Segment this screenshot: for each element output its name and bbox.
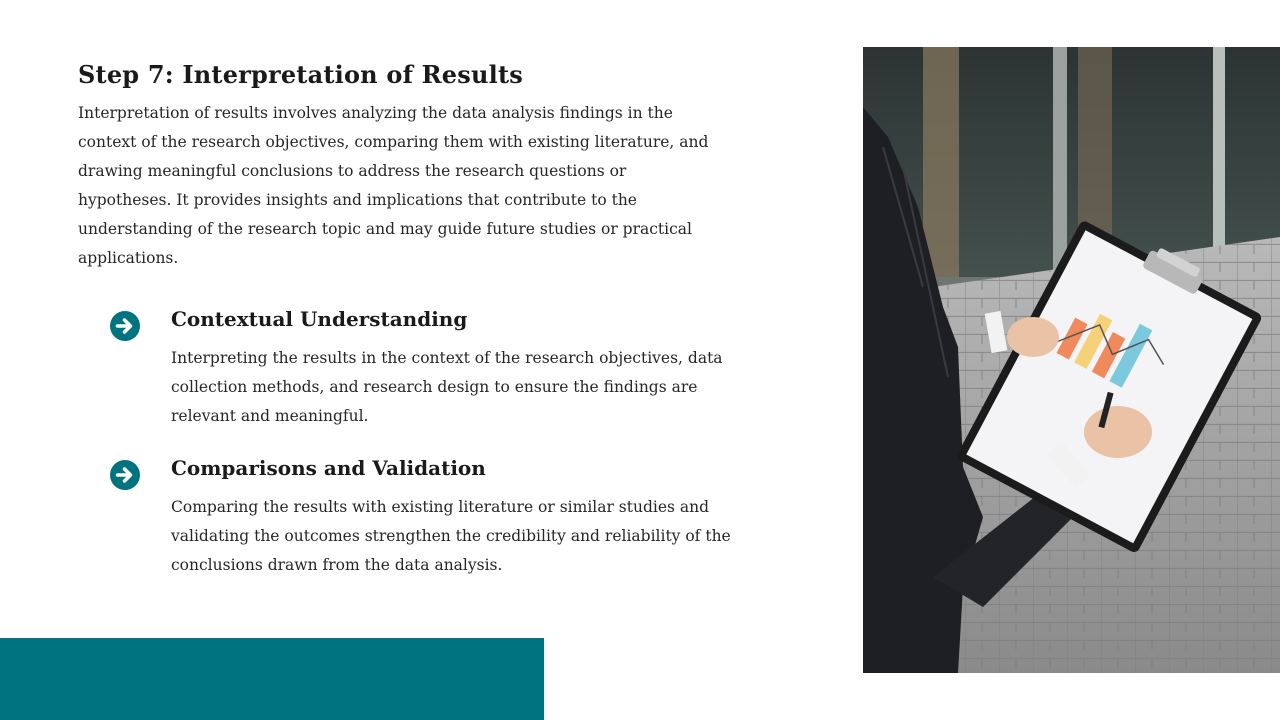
point-heading: Contextual Understanding xyxy=(171,307,468,331)
arrow-right-circle-icon xyxy=(110,311,140,341)
accent-band xyxy=(0,638,544,720)
point-text: Comparing the results with existing literature or similar studies and validating the outcomes strengthen the credibility and reliability of the conclusions drawn from the data analysis. xyxy=(171,498,731,574)
point-heading: Comparisons and Validation xyxy=(171,456,486,480)
slide-title: Step 7: Interpretation of Results xyxy=(78,60,523,89)
point-text: Interpreting the results in the context of the research objectives, data collection methods, and research design to ensure the findings are relevant and meaningful. xyxy=(171,349,723,425)
photo-person-with-clipboard xyxy=(863,47,1280,673)
clipboard-photo-illustration xyxy=(863,47,1280,673)
arrow-right-circle-icon xyxy=(110,460,140,490)
intro-paragraph: Interpretation of results involves analyzing the data analysis findings in the context of the research objectives, comparing them with existing literature, and drawing meaningful conclusions to address the research questions or hypotheses. It provides insights and implications that contribute to the understanding of the research topic and may guide future studies or practical applications. xyxy=(78,104,709,267)
